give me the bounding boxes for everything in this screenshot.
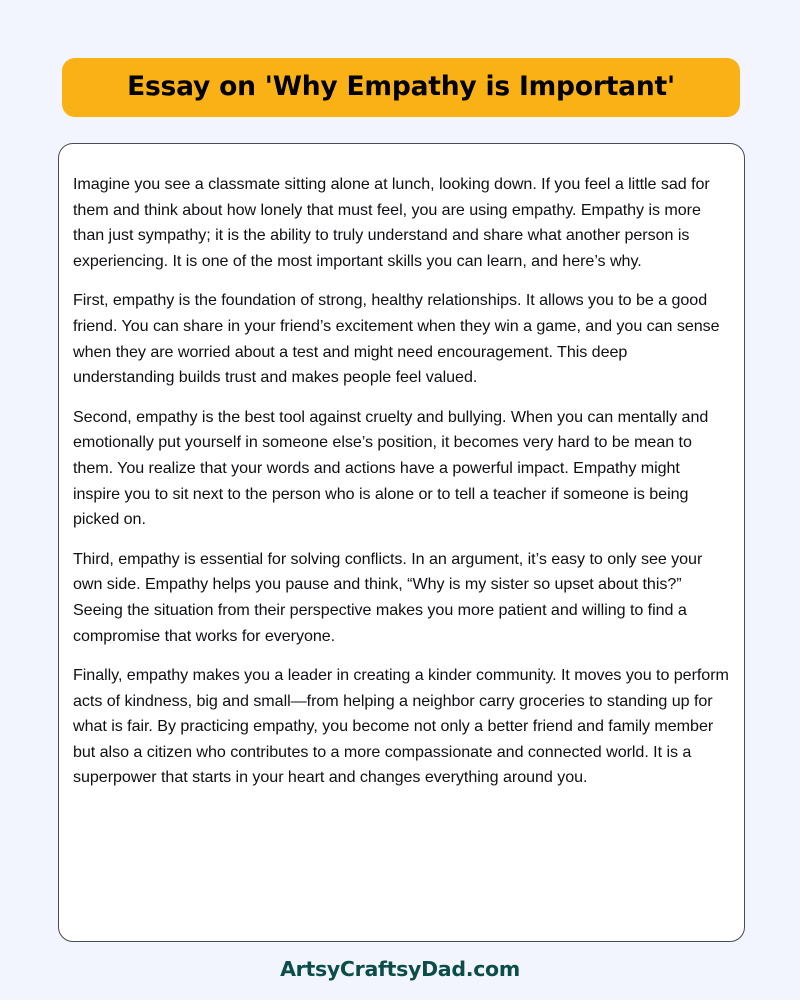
essay-paragraph: Third, empathy is essential for solving conflicts. In an argument, it’s easy to only see your own side. Empathy helps you pause and think, “Why is my sister so upset about this?” Seeing the situation from their perspective makes you more patient and willing to find a compromise that works for everyone.	[73, 549, 703, 645]
title-banner	[62, 58, 740, 117]
footer	[0, 957, 800, 982]
site-brand-label: ArtsyCraftsyDad.com	[280, 957, 520, 981]
page-title: Essay on 'Why Empathy is Important'	[127, 71, 675, 103]
essay-paragraph: First, empathy is the foundation of strong, healthy relationships. It allows you to be a good friend. You can share in your friend’s excitement when they win a game, and you can sense when they are worried about a test and might need encouragement. This deep understanding builds trust and makes people feel valued.	[73, 291, 720, 387]
essay-paragraph: Imagine you see a classmate sitting alone at lunch, looking down. If you feel a little sad for them and think about how lonely that must feel, you are using empathy. Empathy is more than just sympathy; it is the ability to truly understand and share what another person is experiencing. It is one of the most important skills you can learn, and here’s why.	[73, 175, 710, 270]
essay-card	[58, 143, 745, 942]
essay-paragraph: Second, empathy is the best tool against cruelty and bullying. When you can mentally and emotionally put yourself in someone else’s position, it becomes very hard to be mean to them. You realize that your words and actions have a powerful impact. Empathy might inspire you to sit next to the person who is alone or to tell a teacher if someone is being picked on.	[73, 407, 709, 529]
essay-body	[73, 172, 729, 791]
essay-paragraph: Finally, empathy makes you a leader in creating a kinder community. It moves you to perform acts of kindness, big and small—from helping a neighbor carry groceries to standing up for what is fair. By practicing empathy, you become not only a better friend and family member but also a citizen who contributes to a more compassionate and connected world. It is a superpower that starts in your heart and changes everything around you.	[73, 666, 729, 787]
